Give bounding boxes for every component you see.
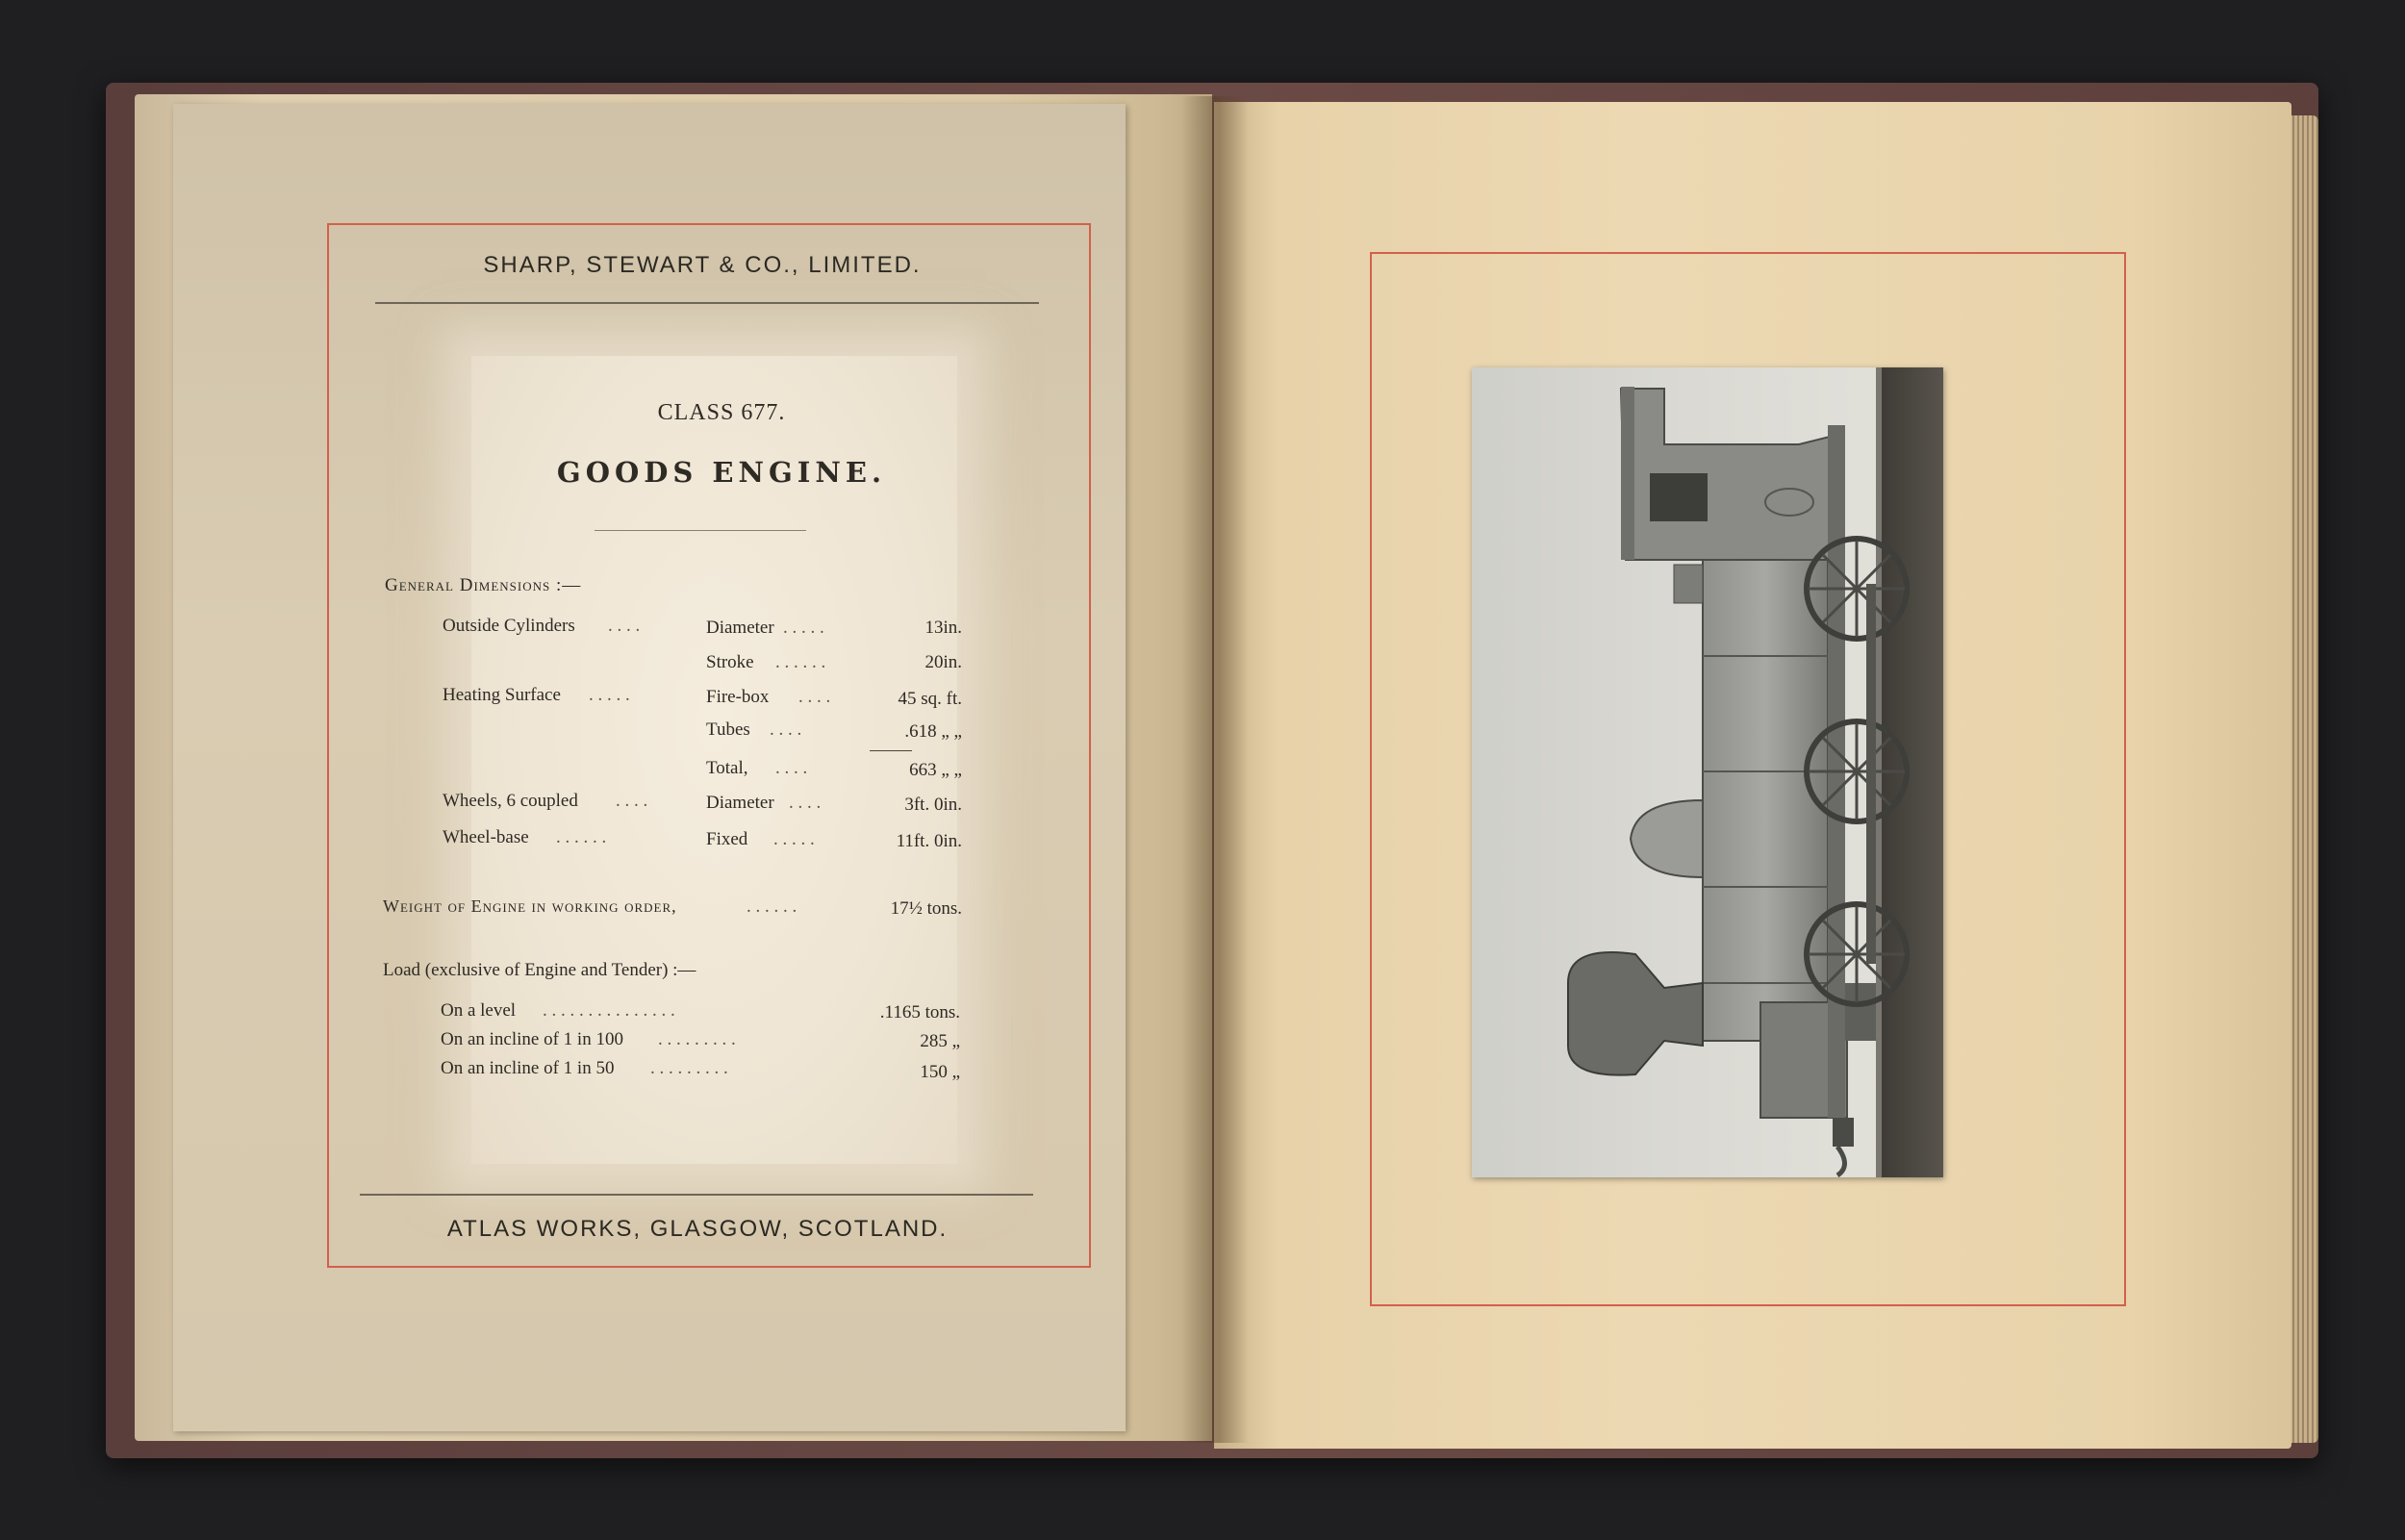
dim-item: Outside Cylinders: [443, 616, 575, 636]
dim-param: Fixed: [706, 829, 748, 849]
dim-param: Fire-box: [706, 687, 770, 707]
company-heading: SHARP, STEWART & CO., LIMITED.: [483, 252, 922, 278]
load-label-item: On an incline of 1 in 50: [441, 1058, 615, 1078]
general-dimensions-label: General Dimensions :—: [385, 575, 582, 595]
dim-param: Diameter: [706, 618, 774, 638]
weight-value: 17½ tons.: [890, 898, 962, 919]
locomotive-illustration: [1472, 367, 1943, 1177]
leader-dots: . . . . . .: [775, 652, 826, 672]
bottom-divider: [360, 1194, 1033, 1196]
leader-dots: . . . . .: [783, 618, 824, 638]
weight-label: Weight of Engine in working order,: [383, 896, 677, 916]
dim-item: Heating Surface: [443, 685, 561, 705]
leader-dots: . . . .: [608, 616, 641, 636]
load-value: 285 „: [920, 1031, 960, 1051]
load-value: 150 „: [920, 1062, 960, 1082]
leader-dots: . . . .: [770, 720, 802, 740]
dim-param: Tubes: [706, 720, 750, 740]
leader-dots: . . . . . . . . .: [658, 1029, 736, 1049]
dim-item: Wheels, 6 coupled: [443, 791, 578, 811]
sum-rule: [870, 750, 912, 751]
dim-value: 663 „ „: [909, 760, 962, 780]
dim-param: Stroke: [706, 652, 754, 672]
leader-dots: . . . . . . . . . . . . . . .: [543, 1000, 675, 1021]
leader-dots: . . . .: [789, 793, 822, 813]
dim-value: .618 „ „: [904, 721, 962, 742]
dim-value: 45 sq. ft.: [898, 689, 962, 709]
dim-value: 3ft. 0in.: [904, 795, 962, 815]
load-label-item: On an incline of 1 in 100: [441, 1029, 623, 1049]
leader-dots: . . . . .: [773, 829, 815, 849]
dim-value: 20in.: [924, 652, 962, 672]
dim-value: 13in.: [924, 618, 962, 638]
class-title: CLASS 677.: [657, 400, 786, 425]
locomotive-photograph: [1472, 367, 1943, 1177]
leader-dots: . . . .: [616, 791, 648, 811]
spec-frame-border: [327, 223, 1091, 1268]
leader-dots: . . . . . .: [556, 827, 607, 847]
load-value: .1165 tons.: [879, 1002, 960, 1022]
leader-dots: . . . . . .: [747, 896, 797, 917]
title-divider: [595, 530, 806, 531]
leader-dots: . . . .: [775, 758, 808, 778]
dim-value: 11ft. 0in.: [896, 831, 962, 851]
leader-dots: . . . . .: [589, 685, 630, 705]
load-label-item: On a level: [441, 1000, 517, 1021]
dim-param: Total,: [706, 758, 748, 778]
load-label: Load (exclusive of Engine and Tender) :—: [383, 960, 696, 980]
dim-item: Wheel-base: [443, 827, 529, 847]
works-footer: ATLAS WORKS, GLASGOW, SCOTLAND.: [446, 1216, 949, 1242]
dim-param: Diameter: [706, 793, 774, 813]
engine-title: GOODS ENGINE.: [556, 456, 887, 489]
top-divider: [375, 302, 1039, 304]
book-gutter: [1181, 96, 1249, 1443]
leader-dots: . . . .: [798, 687, 831, 707]
leader-dots: . . . . . . . . .: [650, 1058, 728, 1078]
